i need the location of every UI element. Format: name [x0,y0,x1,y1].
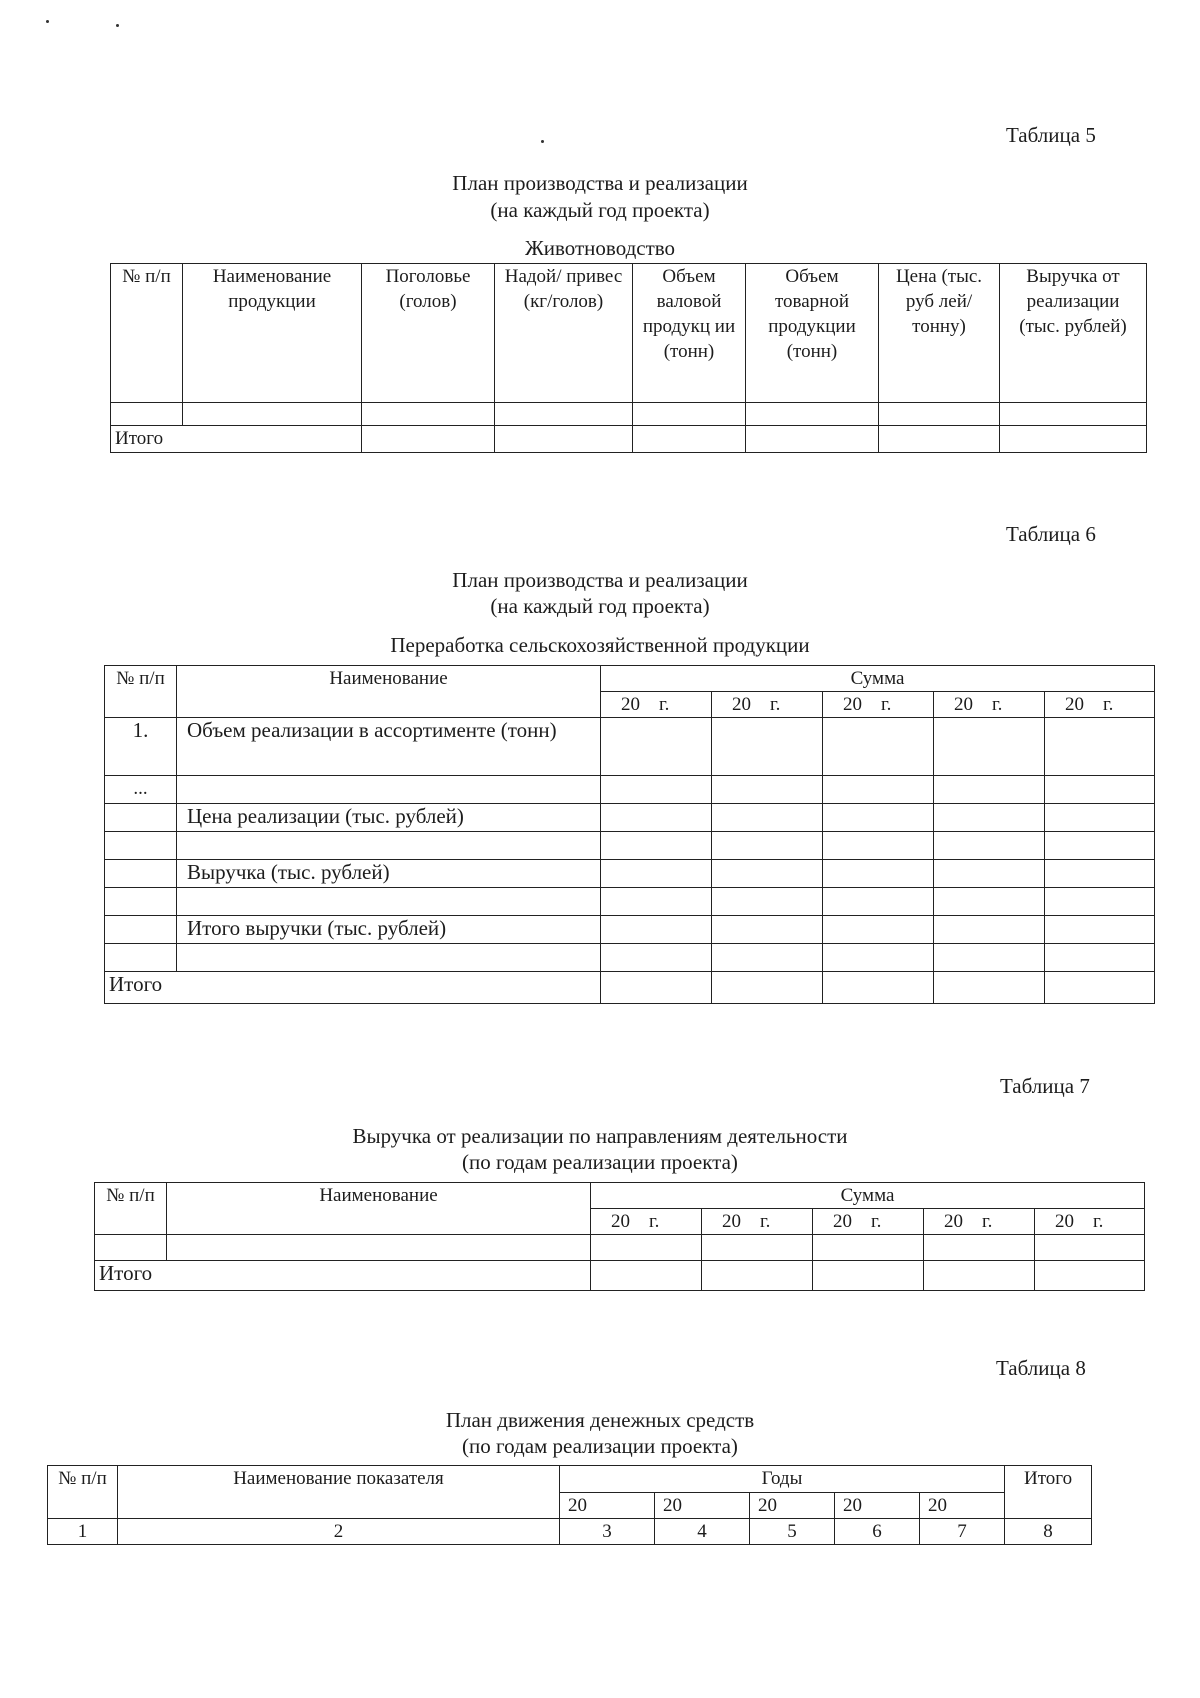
table-cell[interactable] [177,944,601,972]
table-cell[interactable] [712,972,823,1004]
table-cell[interactable] [601,860,712,888]
table-cell[interactable] [1045,972,1155,1004]
column-number: 5 [750,1519,835,1545]
header-name: Наименование [177,666,601,718]
header-num: № п/п [95,1183,167,1235]
header-sum: Сумма [601,666,1155,692]
table-cell[interactable] [601,944,712,972]
table-cell[interactable] [823,944,934,972]
table-row [105,860,1155,888]
table-cell[interactable] [823,776,934,804]
table-cell[interactable] [746,403,879,426]
table6-subtitle: Переработка сельскохозяйственной продукции [390,633,810,657]
table-row [105,832,1155,860]
row-name: Цена реализации (тыс. рублей) [177,804,601,832]
table-cell[interactable] [924,1235,1035,1261]
table5-title: План производства и реализации [452,171,748,195]
table8-title-sub: (по годам реализации проекта) [462,1434,738,1458]
column-number: 2 [118,1519,560,1545]
scan-speck [46,20,49,23]
table-cell[interactable] [712,832,823,860]
table6-title: План производства и реализации [452,568,748,592]
table-cell[interactable] [601,972,712,1004]
table-cell[interactable] [934,804,1045,832]
table8-title: План движения денежных средств [445,1408,755,1432]
table-cell[interactable] [495,426,633,453]
table-cell[interactable] [823,832,934,860]
table-cell[interactable] [934,972,1045,1004]
scan-speck [541,140,544,143]
header-year: 20 г. [934,692,1045,718]
header-sum: Сумма [591,1183,1145,1209]
header-year: 20 г. [712,692,823,718]
table-row [111,403,1147,426]
table-cell[interactable] [495,403,633,426]
table-cell[interactable] [1035,1261,1145,1291]
table8-label: Таблица 8 [996,1356,1086,1380]
table-cell[interactable] [362,403,495,426]
total-row [111,426,1147,453]
table5-subtitle: Животноводство [524,236,676,260]
table-cell[interactable] [712,718,823,776]
table-cell[interactable] [177,776,601,804]
table-cell[interactable] [601,832,712,860]
table-cell[interactable] [1045,916,1155,944]
column-number-row [48,1519,1092,1545]
table-cell[interactable] [105,860,177,888]
header-year: 20 г. [1035,1209,1145,1235]
column-number: 1 [48,1519,118,1545]
header-year: 20 [560,1493,655,1519]
table-cell[interactable] [105,804,177,832]
row-name: Итого выручки (тыс. рублей) [177,916,601,944]
header-year: 20 г. [1045,692,1155,718]
table5-title-sub: (на каждый год проекта) [490,198,710,222]
table-cell[interactable] [167,1235,591,1261]
table-cell[interactable] [95,1235,167,1261]
header-year: 20 г. [813,1209,924,1235]
header-year: 20 г. [591,1209,702,1235]
header-total: Итого [1005,1466,1092,1519]
table-cell[interactable] [1035,1235,1145,1261]
header-yield: Надой/ привес (кг/голов) [495,264,633,403]
header-year: 20 г. [702,1209,813,1235]
table6-label: Таблица 6 [1006,522,1096,546]
table-cell[interactable] [712,860,823,888]
table5-label: Таблица 5 [1006,123,1096,147]
header-year: 20 г. [601,692,712,718]
table-cell[interactable] [712,944,823,972]
table-cell[interactable] [934,916,1045,944]
table6-grid [104,665,1155,1004]
column-number: 6 [835,1519,920,1545]
table-cell[interactable] [1045,776,1155,804]
row-name: Объем реализации в ассортименте (тонн) [177,718,601,776]
table-cell[interactable] [601,776,712,804]
table-cell[interactable] [746,426,879,453]
header-year: 20 г. [823,692,934,718]
header-commercial-volume: Объем товарной продукции (тонн) [746,264,879,403]
table7-grid [94,1182,1145,1291]
table-cell[interactable] [1045,832,1155,860]
table-cell[interactable] [712,776,823,804]
table-cell[interactable] [177,888,601,916]
table-cell[interactable] [601,916,712,944]
table-row [95,1235,1145,1261]
table-cell[interactable] [1000,403,1147,426]
table-cell[interactable] [1045,944,1155,972]
header-product-name: Наименование продукции [183,264,362,403]
table-cell[interactable] [633,403,746,426]
table-cell[interactable] [879,426,1000,453]
table-cell[interactable] [1045,718,1155,776]
table7-title-sub: (по годам реализации проекта) [462,1150,738,1174]
column-number: 3 [560,1519,655,1545]
scan-speck [116,24,119,27]
table-cell[interactable] [591,1235,702,1261]
table7-label: Таблица 7 [1000,1074,1090,1098]
table-row [105,804,1155,832]
header-indicator-name: Наименование показателя [118,1466,560,1519]
total-row [105,972,1155,1004]
header-price: Цена (тыс. руб лей/ тонну) [879,264,1000,403]
table-cell[interactable] [823,916,934,944]
row-num: 1. [105,718,177,776]
table-cell[interactable] [934,776,1045,804]
header-revenue: Выручка от реализации (тыс. рублей) [1000,264,1147,403]
table-row [105,776,1155,804]
header-year: 20 [750,1493,835,1519]
total-label: Итого [111,426,362,453]
table-row [105,944,1155,972]
table-row [105,888,1155,916]
row-name: Выручка (тыс. рублей) [177,860,601,888]
table-cell[interactable] [105,888,177,916]
table-cell[interactable] [362,426,495,453]
table-cell[interactable] [924,1261,1035,1291]
table-cell[interactable] [183,403,362,426]
table-cell[interactable] [813,1235,924,1261]
table-cell[interactable] [934,944,1045,972]
table-cell[interactable] [712,804,823,832]
table-cell[interactable] [1045,888,1155,916]
table-cell[interactable] [702,1261,813,1291]
header-gross-volume: Объем валовой продукц ии (тонн) [633,264,746,403]
total-row [95,1261,1145,1291]
table-cell[interactable] [105,832,177,860]
header-year: 20 г. [924,1209,1035,1235]
table-cell[interactable] [934,888,1045,916]
table-cell[interactable] [712,888,823,916]
row-num: ... [105,776,177,804]
header-name: Наименование [167,1183,591,1235]
table-cell[interactable] [934,832,1045,860]
table-cell[interactable] [1045,804,1155,832]
table-cell[interactable] [712,916,823,944]
total-label: Итого [105,972,601,1004]
header-livestock: Поголовье (голов) [362,264,495,403]
column-number: 4 [655,1519,750,1545]
header-years: Годы [560,1466,1005,1493]
table-cell[interactable] [813,1261,924,1291]
total-label: Итого [95,1261,591,1291]
table-row [105,718,1155,776]
table-cell[interactable] [105,944,177,972]
table-cell[interactable] [601,888,712,916]
table-cell[interactable] [591,1261,702,1291]
table-cell[interactable] [823,888,934,916]
header-num: № п/п [111,264,183,403]
table6-title-sub: (на каждый год проекта) [490,594,710,618]
table-cell[interactable] [601,804,712,832]
table-cell[interactable] [934,860,1045,888]
header-year: 20 [920,1493,1005,1519]
table-row [105,916,1155,944]
table-cell[interactable] [177,832,601,860]
header-year: 20 [835,1493,920,1519]
table-cell[interactable] [601,718,712,776]
table-cell[interactable] [105,916,177,944]
header-num: № п/п [105,666,177,718]
table-cell[interactable] [1045,860,1155,888]
table-cell[interactable] [879,403,1000,426]
table-cell[interactable] [823,972,934,1004]
table8-grid [47,1465,1092,1545]
table-cell[interactable] [823,804,934,832]
table-cell[interactable] [633,426,746,453]
table-cell[interactable] [1000,426,1147,453]
table7-title: Выручка от реализации по направлениям деятельности [352,1124,848,1148]
table-cell[interactable] [934,718,1045,776]
table-cell[interactable] [823,860,934,888]
column-number: 8 [1005,1519,1092,1545]
header-year: 20 [655,1493,750,1519]
table-cell[interactable] [111,403,183,426]
header-num: № п/п [48,1466,118,1519]
table-cell[interactable] [823,718,934,776]
column-number: 7 [920,1519,1005,1545]
table5-grid [110,263,1147,453]
table-cell[interactable] [702,1235,813,1261]
